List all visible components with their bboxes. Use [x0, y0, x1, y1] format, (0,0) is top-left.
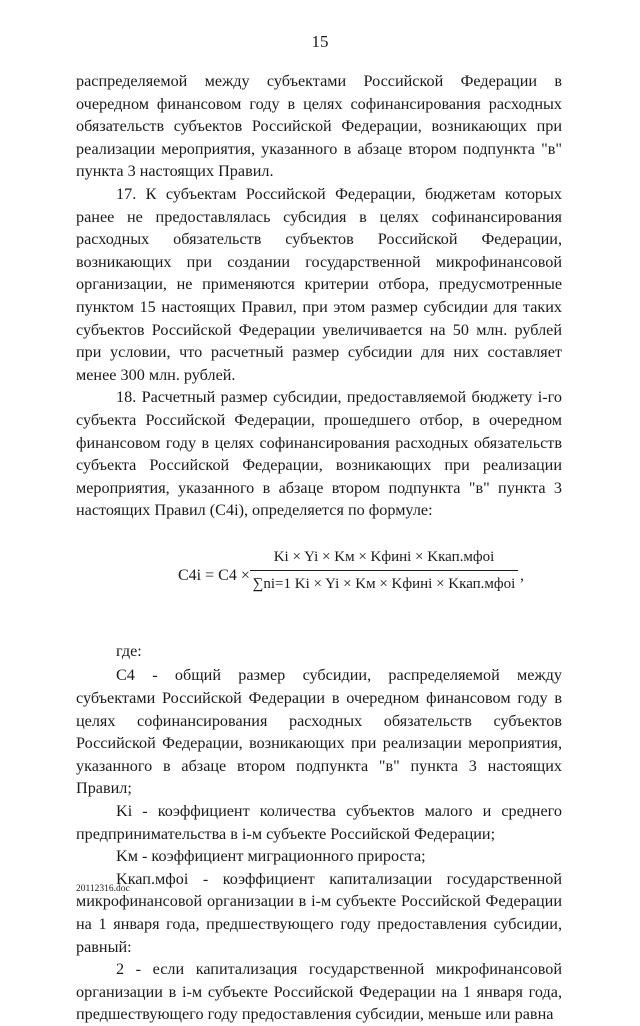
definition-value-2: 2 - если капитализация государственной микрофинансовой организации в i-м субъекте Российской Федерации на 1 января года, предшествующего году предоставления субсидии, меньше или равна	[76, 960, 562, 1024]
subsidy-formula	[76, 546, 562, 608]
definition-kkap: Kкап.мфоi - коэффициент капитализации государственной микрофинансовой организации в i-м субъекте Российской Федерации на 1 января года, предшествующего году предоставления субсидии, равный:	[76, 869, 562, 956]
paragraph-continuation: распределяемой между субъектами Российской Федерации в очередном финансовом году в целях софинансирования расходных обязательств субъектов Российской Федерации, возникающих при реализации мероприятия, указанного в абзаце втором подпункта "в" пункта 3 настоящих Правил.	[76, 72, 562, 181]
formula-comma: ,	[520, 566, 524, 584]
where-label: где:	[116, 641, 142, 660]
formula-fraction	[250, 546, 518, 596]
paragraph-18: 18. Расчетный размер субсидии, предоставляемой бюджету i-го субъекта Российской Федерации, прошедшего отбор, в очередном финансовом году в целях софинансирования расходных обязательств субъекта Российской Федерации, возникающих при реализации мероприятия, указанного в абзаце втором подпункта "в" пункта 3 настоящих Правил (C4i), определяется по формуле:	[76, 388, 562, 520]
formula-numerator: Ki × Yi × Kм × Kфинi × Kкап.мфоi	[250, 546, 518, 572]
definition-ki: Ki - коэффициент количества субъектов малого и среднего предпринимательства в i-м субъекте Российской Федерации;	[76, 802, 562, 843]
document-body	[76, 70, 562, 1026]
definition-km: Kм - коэффициент миграционного прироста;	[116, 847, 426, 866]
formula-lhs: C4i = C4 ×	[178, 566, 250, 584]
page-number: 15	[311, 32, 329, 51]
file-name-footer: 20112316.doc	[76, 884, 130, 894]
formula-denominator: ∑ni=1 Ki × Yi × Kм × Kфинi × Kкап.мфоi	[252, 576, 516, 593]
paragraph-17: 17. К субъектам Российской Федерации, бюджетам которых ранее не предоставлялась субсидия в целях софинансирования расходных обязательств субъектов Российской Федерации, возникающих при создании государственной микрофинансовой организации, не применяются критерии отбора, предусмотренные пунктом 15 настоящих Правил, при этом размер субсидии для таких субъектов Российской Федерации увеличивается на 50 млн. рублей при условии, что расчетный размер субсидии для них составляет менее 300 млн. рублей.	[76, 184, 562, 384]
definition-c4: C4 - общий размер субсидии, распределяемой между субъектами Российской Федерации в очередном финансовом году в целях софинансирования расходных обязательств субъектов Российской Федерации, возникающих при реализации мероприятия, указанного в абзаце втором подпункта "в" пункта 3 настоящих Правил;	[76, 666, 562, 798]
